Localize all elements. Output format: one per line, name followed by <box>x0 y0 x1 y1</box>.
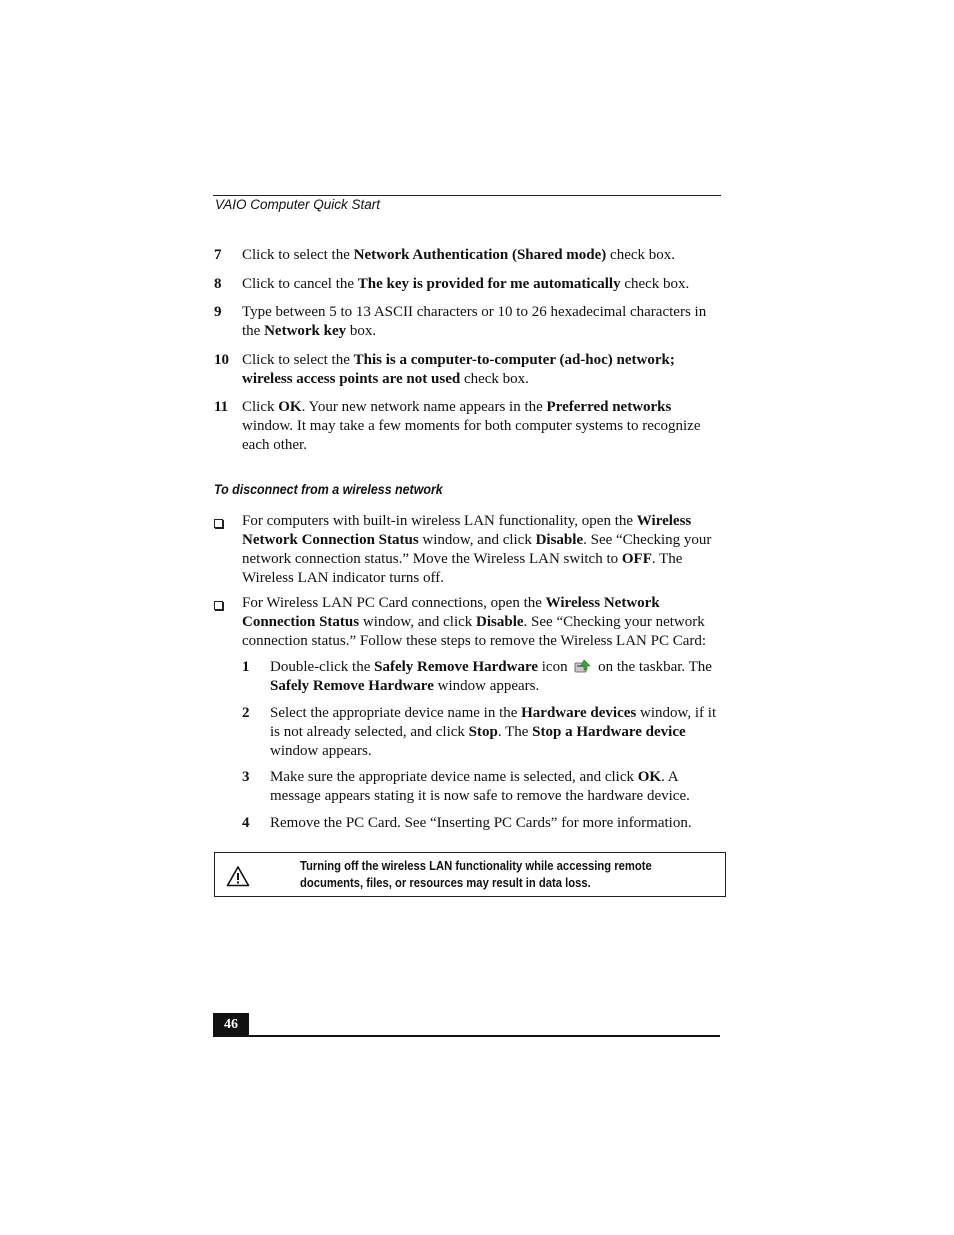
warning-box <box>214 852 726 897</box>
step-text: Type between 5 to 13 ASCII characters or 10 to 26 hexadecimal characters in the Network key box. <box>242 304 707 339</box>
substep-1 <box>242 658 722 696</box>
footer-rule <box>213 1035 720 1037</box>
step-number: 2 <box>242 704 250 721</box>
step-text: Click to select the This is a computer-to-computer (ad-hoc) network; wireless access points are not used check box. <box>242 351 675 387</box>
step-text: Click to select the Network Authentication (Shared mode) check box. <box>242 247 676 263</box>
page-content <box>214 246 722 840</box>
step-9 <box>214 303 722 341</box>
step-7 <box>214 246 722 265</box>
bullet-text: For Wireless LAN PC Card connections, open the Wireless Network Connection Status window, and click Disable. See “Checking your network connection status.” Follow these steps to remove the Wireless LAN PC Card: <box>242 595 707 649</box>
section-heading: To disconnect from a wireless network <box>214 482 443 497</box>
step-text: Double-click the Safely Remove Hardware icon on the taskbar. The Safely Remove Hardware window appears. <box>270 659 712 694</box>
step-number: 10 <box>214 351 229 368</box>
step-text: Click OK. Your new network name appears in the Preferred networks window. It may take a few moments for both computer systems to recognize each other. <box>242 399 701 453</box>
step-number: 9 <box>214 304 222 320</box>
pc-card-removal-steps <box>242 658 722 833</box>
step-10 <box>214 351 722 389</box>
step-number: 1 <box>242 659 250 675</box>
step-number: 11 <box>214 399 229 415</box>
warning-text: Turning off the wireless LAN functionality while accessing remote documents, files, or resources may result in data loss. <box>300 859 652 890</box>
step-number: 4 <box>242 814 250 831</box>
substep-3 <box>242 768 722 806</box>
step-number: 7 <box>214 247 222 263</box>
step-11 <box>214 398 722 455</box>
step-number: 3 <box>242 769 250 785</box>
page-number: 46 <box>213 1013 249 1036</box>
warning-triangle-icon <box>226 865 250 887</box>
substep-4 <box>242 814 722 833</box>
step-text: Make sure the appropriate device name is selected, and click OK. A message appears stating it is now safe to remove the hardware device. <box>270 769 690 804</box>
safely-remove-hardware-icon <box>574 658 591 675</box>
checkbox-bullet-icon <box>214 512 242 588</box>
checkbox-bullet-icon <box>214 594 242 651</box>
step-text: Click to cancel the The key is provided for me automatically check box. <box>242 275 690 292</box>
step-8 <box>214 275 722 294</box>
running-header: VAIO Computer Quick Start <box>215 197 381 212</box>
step-text: Remove the PC Card. See “Inserting PC Cards” for more information. <box>270 814 692 831</box>
bullet-builtin-wireless <box>214 512 722 588</box>
step-text: Select the appropriate device name in the Hardware devices window, if it is not already selected, and click Stop. The Stop a Hardware device window appears. <box>270 704 717 759</box>
bullet-text: For computers with built-in wireless LAN functionality, open the Wireless Network Connection Status window, and click Disable. See “Checking your network connection status.” Move the Wireless LAN switch to OFF. The Wireless LAN indicator turns off. <box>242 513 712 586</box>
header-rule <box>213 195 721 196</box>
step-number: 8 <box>214 275 222 292</box>
bullet-pc-card <box>214 594 722 651</box>
substep-2 <box>242 704 722 761</box>
